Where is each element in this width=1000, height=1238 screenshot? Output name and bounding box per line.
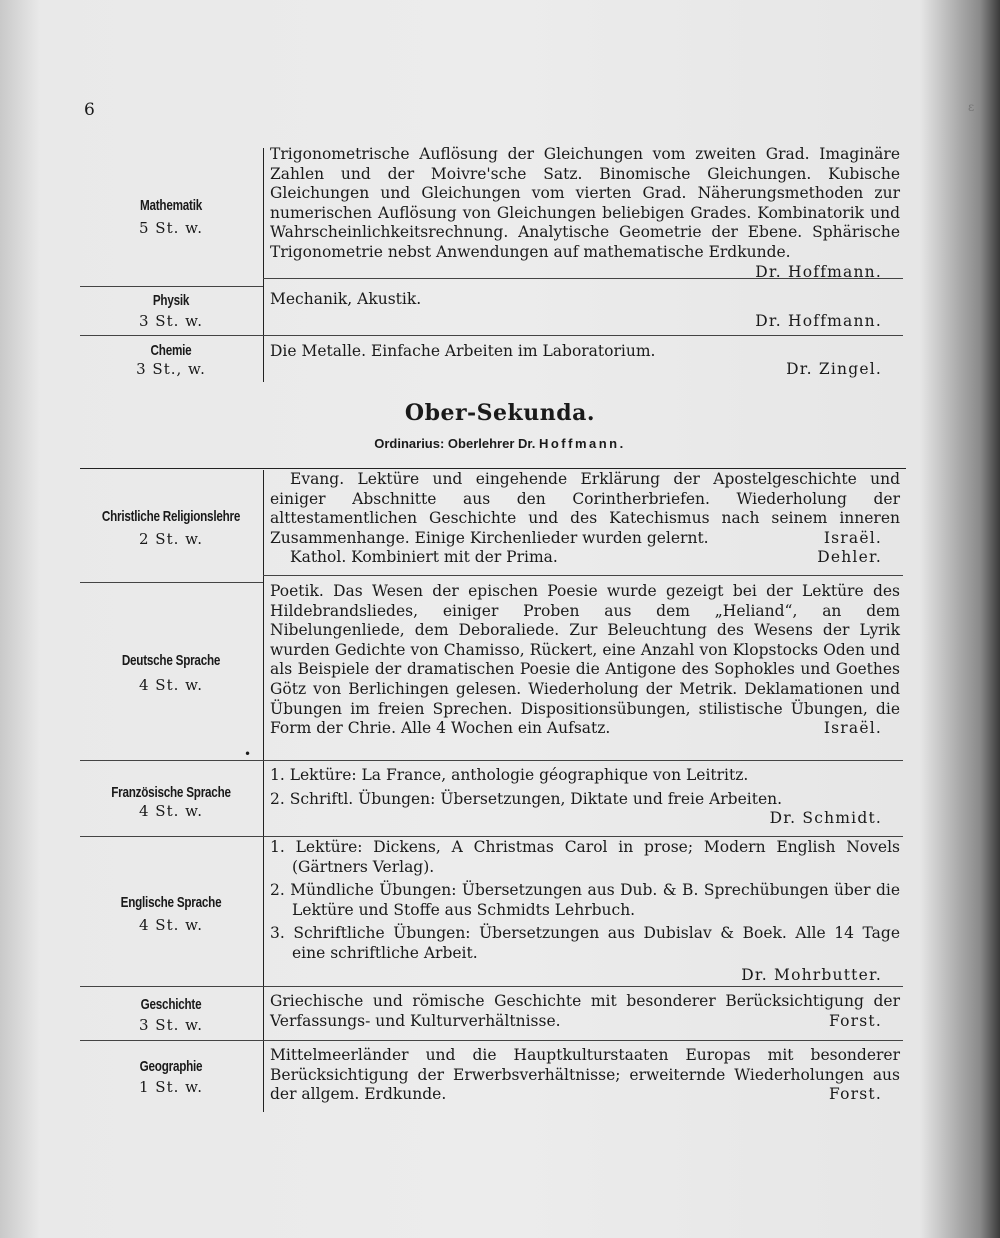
subject-content bbox=[270, 766, 900, 829]
subject-name: Geschichte bbox=[140, 996, 202, 1013]
subject-row-mathematik bbox=[80, 145, 908, 285]
row-divider bbox=[80, 335, 903, 336]
row-divider bbox=[263, 575, 903, 576]
list-item: 2. Schriftl. Übungen: Übersetzungen, Diktate und freie Arbeiten. bbox=[270, 789, 783, 808]
teacher-name: Israël. bbox=[823, 719, 882, 738]
content-text: Trigonometrische Auflösung der Gleichungen vom zweiten Grad. Imaginäre Zahlen und der Moivre'sche Satz. Binomische Gleichungen. Kubische Gleichungen und Gleichungen vom vierten Grad. Näherungsmethoden zur numerischen Auflösung von Gleichungen beliebigen Grades. Kombinatorik und Wahrscheinlichkeitsrechnung. Analytische Geometrie der Ebene. Sphärische Trigonometrie nebst Anwendungen auf mathematische Erdkunde. bbox=[270, 145, 900, 261]
teacher-name: Dr. Hoffmann. bbox=[755, 311, 882, 330]
row-divider bbox=[263, 278, 903, 279]
row-divider bbox=[80, 760, 903, 761]
subject-row-deutsch bbox=[80, 582, 908, 758]
teacher-name: Israël. bbox=[823, 528, 882, 547]
section-title: Ober-Sekunda. bbox=[404, 400, 596, 426]
subject-name: Christliche Religionslehre bbox=[101, 508, 241, 525]
subject-row-geographie bbox=[80, 1044, 908, 1110]
teacher-name: Dr. Hoffmann. bbox=[755, 262, 882, 281]
content-text: Die Metalle. Einfache Arbeiten im Laboratorium. bbox=[270, 342, 656, 360]
subject-name: Englische Sprache bbox=[120, 894, 222, 911]
subject-row-religion bbox=[80, 470, 908, 576]
content-text: Griechische und römische Geschichte mit besonderer Berücksichtigung der Verfassungs- und Kulturverhältnisse. bbox=[270, 992, 900, 1030]
subject-content bbox=[270, 145, 900, 282]
subject-name: Geographie bbox=[139, 1058, 203, 1075]
subject-name: Französische Sprache bbox=[111, 784, 231, 801]
ordinarius-label: Ordinarius: Oberlehrer Dr. bbox=[374, 436, 536, 451]
subject-hours: 4 St. w. bbox=[139, 676, 203, 694]
subject-hours: 2 St. w. bbox=[139, 530, 203, 548]
subject-hours: 5 St. w. bbox=[139, 219, 203, 237]
ordinarius-line bbox=[0, 436, 1000, 451]
subject-name: Deutsche Sprache bbox=[121, 652, 221, 669]
subject-hours: 3 St. w. bbox=[139, 1016, 203, 1034]
subject-content bbox=[270, 290, 900, 331]
subject-hours: 4 St. w. bbox=[139, 916, 203, 934]
subject-hours: 3 St., w. bbox=[136, 360, 206, 378]
subject-hours: 1 St. w. bbox=[139, 1078, 203, 1096]
subject-content bbox=[270, 1046, 900, 1105]
page-number: 6 bbox=[84, 100, 95, 120]
row-divider bbox=[80, 986, 903, 987]
list-item: 1. Lektüre: La France, anthologie géographique von Leitritz. bbox=[270, 766, 749, 784]
stray-mark: • bbox=[244, 747, 252, 761]
subject-name: Chemie bbox=[150, 342, 192, 359]
row-divider bbox=[80, 286, 263, 287]
subject-hours: 3 St. w. bbox=[139, 312, 203, 330]
ordinarius-name: Hoffmann. bbox=[538, 436, 626, 451]
subject-content bbox=[270, 582, 900, 739]
content-text: Poetik. Das Wesen der epischen Poesie wurde gezeigt bei der Lektüre des Hildebrandsliedes, einiger Proben aus dem „Heliand“, an dem Nibelungenliede, dem Deboraliede. Zur Beleuchtung des Wesens der Lyrik wurden Gedichte von Chamisso, Rückert, eine Anzahl von Klopstocks Oden und als Beispiele der dramatischen Poesie die Antigone des Sophokles und Goethes Götz von Berlichingen gelesen. Wiederholung der Metrik. Deklamationen und Übungen im freien Sprechen. Dispositionsübungen, stilistische Übungen, die Form der Chrie. Alle 4 Wochen ein Aufsatz. bbox=[270, 582, 900, 738]
subject-content bbox=[270, 342, 900, 379]
content-text-2: Kathol. Kombiniert mit der Prima. bbox=[290, 548, 558, 567]
content-text: Mechanik, Akustik. bbox=[270, 290, 422, 308]
subject-content bbox=[270, 838, 900, 985]
content-text: Evang. Lektüre und eingehende Erklärung der Apostelgeschichte und einiger Abschnitte aus den Corintherbriefen. Wiederholung der alttestamentlichen Geschichte und des Katechismus nach seinem inneren Zusammenhange. Einige Kirchenlieder wurden gelernt. bbox=[270, 470, 900, 547]
subject-row-chemie bbox=[80, 340, 908, 384]
teacher-name: Dr. Zingel. bbox=[786, 359, 882, 378]
list-item: 3. Schriftliche Übungen: Übersetzungen aus Dubislav & Boek. Alle 14 Tage eine schriftliche Arbeit. bbox=[270, 924, 900, 962]
list-item: 1. Lektüre: Dickens, A Christmas Carol in prose; Modern English Novels (Gärtners Verlag). bbox=[270, 838, 900, 876]
subject-name: Mathematik bbox=[139, 197, 203, 214]
teacher-name: Dr. Schmidt. bbox=[769, 809, 882, 828]
edge-mark: ε bbox=[968, 100, 975, 114]
teacher-name: Forst. bbox=[829, 1011, 882, 1030]
teacher-name: Forst. bbox=[829, 1085, 882, 1104]
content-text: Mittelmeerländer und die Hauptkulturstaaten Europas mit besonderer Berücksichtigung der Erwerbsverhältnisse; erweiternde Wiederholungen aus der allgem. Erdkunde. bbox=[270, 1046, 900, 1104]
subject-name: Physik bbox=[152, 292, 190, 309]
subject-content bbox=[270, 992, 900, 1031]
subject-hours: 4 St. w. bbox=[139, 802, 203, 820]
section-top-rule bbox=[80, 468, 906, 469]
subject-content bbox=[270, 470, 900, 568]
teacher-name-2: Dehler. bbox=[817, 548, 882, 567]
row-divider bbox=[80, 836, 903, 837]
subject-row-geschichte bbox=[80, 990, 908, 1040]
teacher-name: Dr. Mohrbutter. bbox=[741, 965, 882, 984]
subject-row-englisch bbox=[80, 838, 908, 984]
row-divider bbox=[80, 1040, 903, 1041]
subject-row-franzoesisch bbox=[80, 764, 908, 834]
list-item: 2. Mündliche Übungen: Übersetzungen aus Dub. & B. Sprechübungen über die Lektüre und Stoffe aus Schmidts Lehrbuch. bbox=[270, 881, 900, 919]
subject-row-physik bbox=[80, 288, 908, 334]
